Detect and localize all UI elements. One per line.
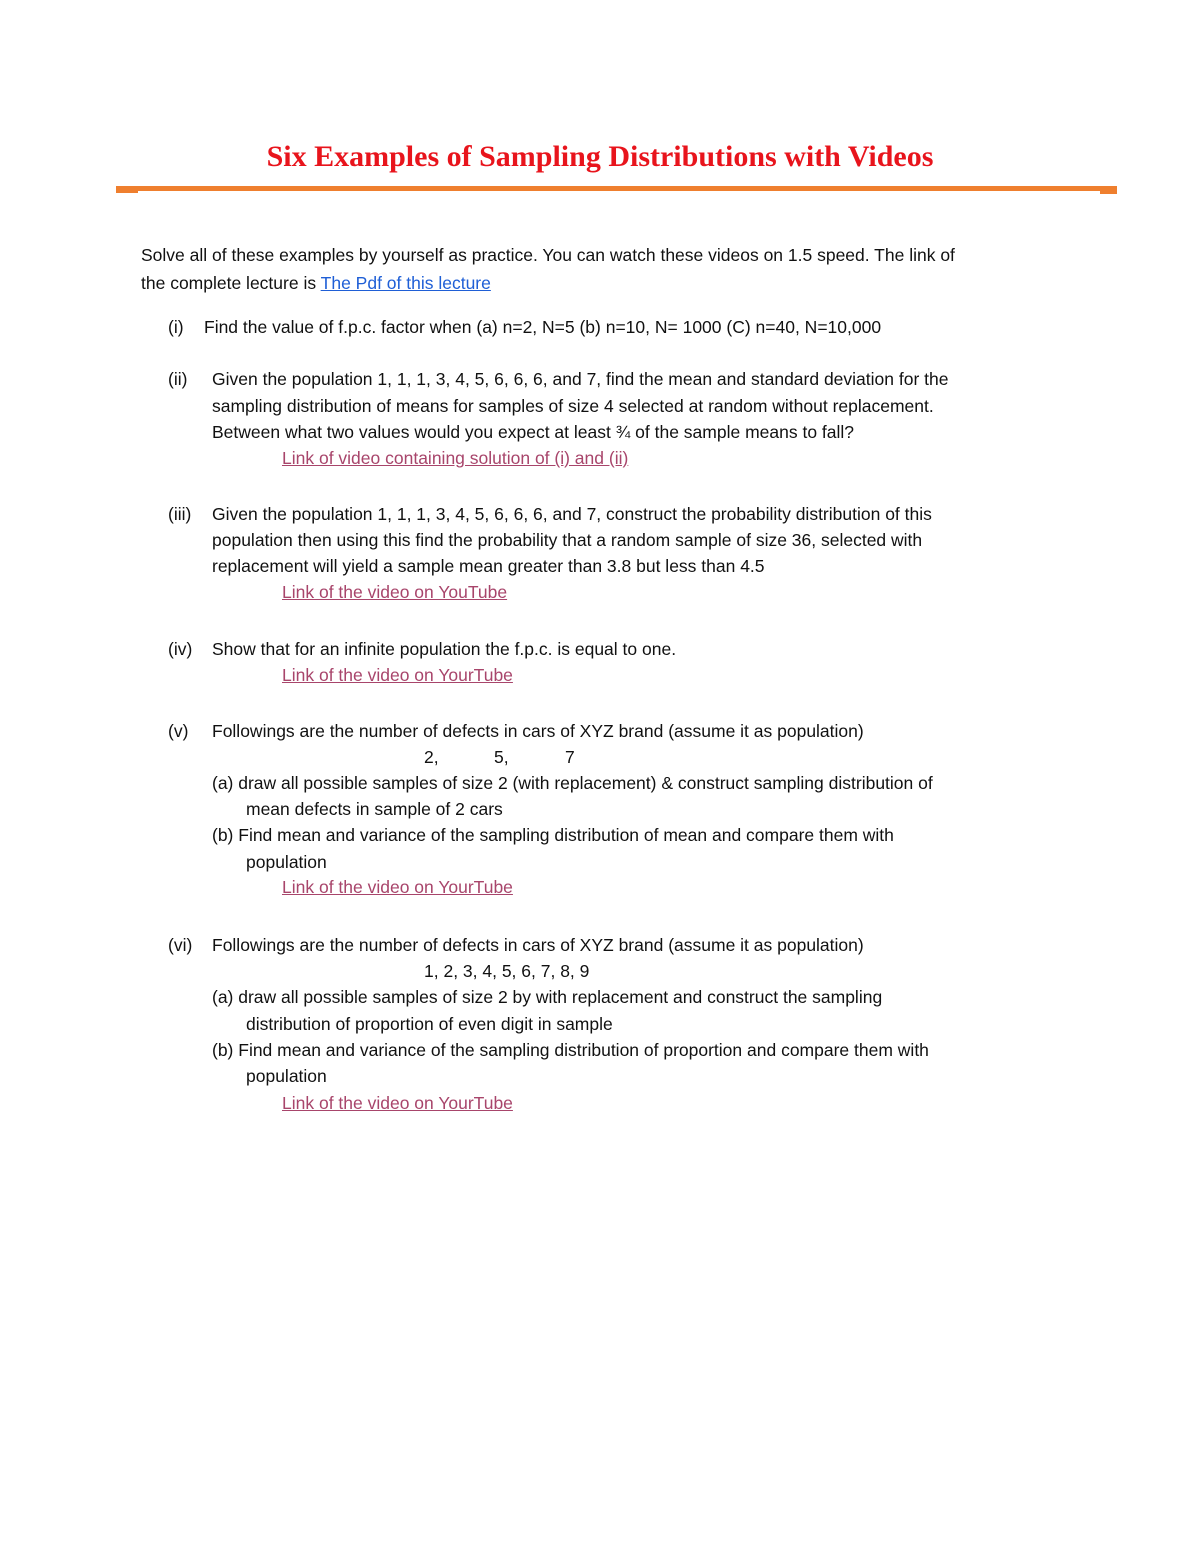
question-5-value-3: 7 [565,747,575,767]
question-6-text: Followings are the number of defects in cars of XYZ brand (assume it as population) [212,935,864,955]
question-1 [168,316,881,338]
question-5 [168,720,864,742]
question-5-video-link-row [282,876,513,898]
question-6-video-link[interactable]: Link of the video on YourTube [282,1093,513,1113]
question-5-number: (v) [168,721,189,741]
question-1-number: (i) [168,317,184,337]
question-2-video-link-row [282,447,628,469]
question-2 [168,368,948,390]
title-underline-cap-left [116,190,138,193]
title-underline [116,186,1117,191]
question-5-text: Followings are the number of defects in cars of XYZ brand (assume it as population) [212,721,864,741]
question-3 [168,503,932,525]
question-3-line-1: Given the population 1, 1, 1, 3, 4, 5, 6, 6, 6, and 7, construct the probability distribution of this [212,504,932,524]
question-2-line-1: Given the population 1, 1, 1, 3, 4, 5, 6, 6, 6, and 7, find the mean and standard deviation for the [212,369,949,389]
title-underline-cap-right [1100,190,1117,194]
question-5-part-a-line-1: (a) draw all possible samples of size 2 (with replacement) & construct sampling distribution of [212,773,933,793]
question-5-part-b-line-1: (b) Find mean and variance of the sampling distribution of mean and compare them with [212,825,894,845]
question-6-values: 1, 2, 3, 4, 5, 6, 7, 8, 9 [424,961,590,981]
question-2-number: (ii) [168,369,188,389]
question-1-text: Find the value of f.p.c. factor when (a) n=2, N=5 (b) n=10, N= 1000 (C) n=40, N=10,000 [204,317,882,337]
page-title: Six Examples of Sampling Distributions with Videos [266,140,934,173]
lecture-pdf-link[interactable]: The Pdf of this lecture [320,273,491,293]
question-3-number: (iii) [168,504,192,524]
intro-line-1: Solve all of these examples by yourself as practice. You can watch these videos on 1.5 speed. The link of [141,245,955,265]
question-5-part-a-line-2: mean defects in sample of 2 cars [246,799,503,819]
question-4 [168,638,676,660]
question-5-video-link[interactable]: Link of the video on YourTube [282,877,513,897]
question-5-value-2: 5, [494,747,509,767]
question-6 [168,934,864,956]
question-4-video-link[interactable]: Link of the video on YourTube [282,665,513,685]
question-3-video-link-row [282,581,507,603]
question-6-part-b-line-1: (b) Find mean and variance of the sampling distribution of proportion and compare them with [212,1040,929,1060]
question-4-text: Show that for an infinite population the f.p.c. is equal to one. [212,639,677,659]
question-2-line-3: Between what two values would you expect at least ¾ of the sample means to fall? [212,422,855,442]
question-4-number: (iv) [168,639,193,659]
intro-line-2 [141,272,491,294]
question-5-value-1: 2, [424,747,439,767]
question-3-line-3: replacement will yield a sample mean greater than 3.8 but less than 4.5 [212,556,765,576]
question-2-line-2: sampling distribution of means for samples of size 4 selected at random without replacement. [212,396,934,416]
question-5-part-b-line-2: population [246,852,327,872]
question-6-number: (vi) [168,935,193,955]
question-3-video-link[interactable]: Link of the video on YouTube [282,582,508,602]
question-6-part-a-line-1: (a) draw all possible samples of size 2 by with replacement and construct the sampling [212,987,883,1007]
intro-line-2-prefix: the complete lecture is [141,273,321,293]
question-6-part-b-line-2: population [246,1066,327,1086]
question-6-part-a-line-2: distribution of proportion of even digit in sample [246,1014,613,1034]
question-6-video-link-row [282,1092,513,1114]
question-1-2-video-link[interactable]: Link of video containing solution of (i) and (ii) [282,448,629,468]
question-3-line-2: population then using this find the probability that a random sample of size 36, selected with [212,530,923,550]
question-4-video-link-row [282,664,513,686]
